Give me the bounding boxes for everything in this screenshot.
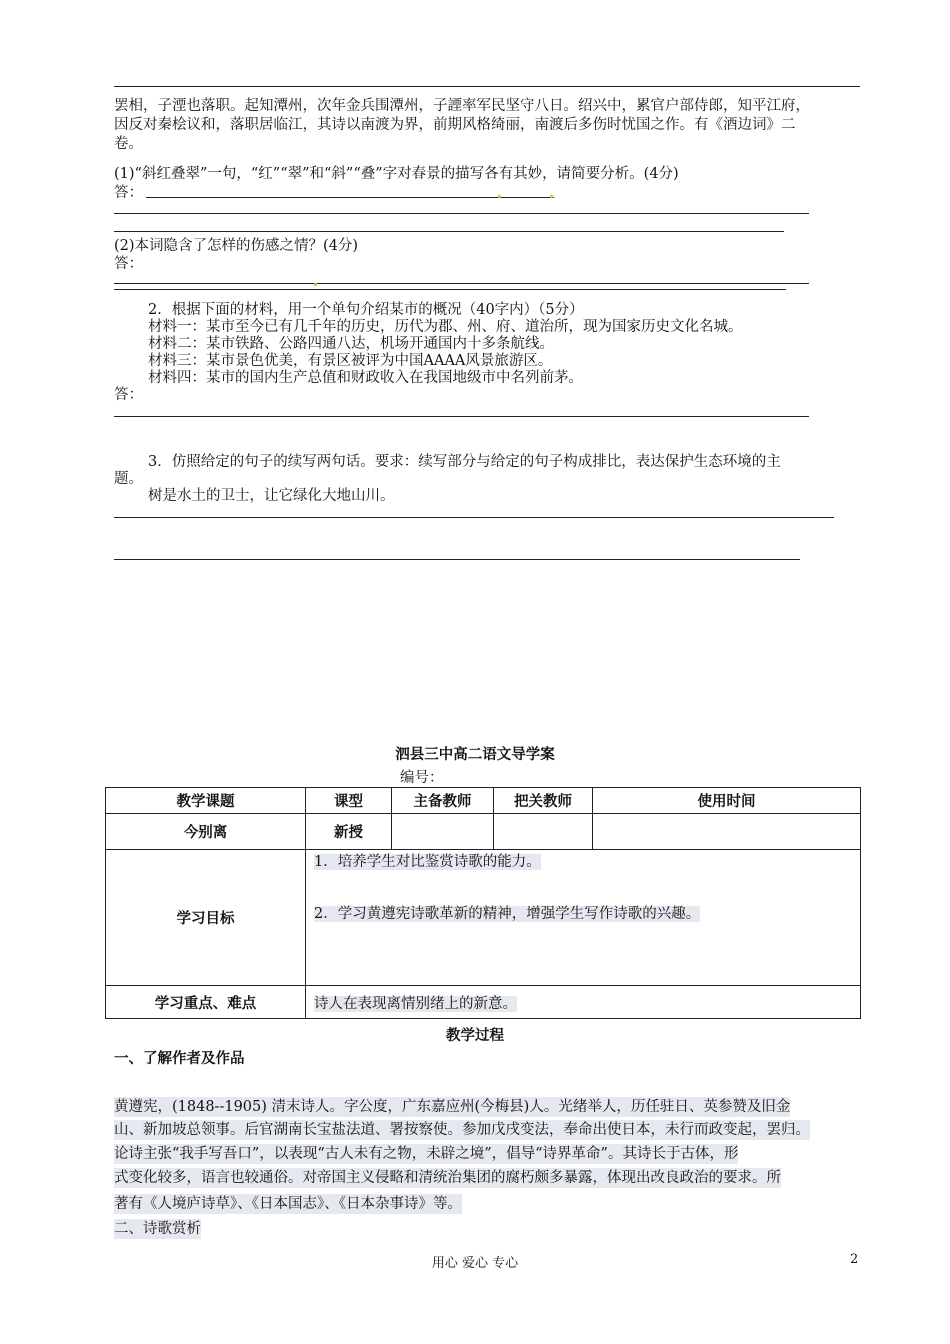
table-row <box>106 850 861 986</box>
answer-label-2: 答： <box>114 256 143 272</box>
answer-line-4a[interactable] <box>114 517 834 518</box>
question-1: (1)“斜红叠翠”一句，“红”“翠”和“斜”“叠”字对春景的描写各有其妙，请简要分析。(4分) <box>114 166 679 182</box>
goal-2: 2．学习黄遵宪诗歌革新的精神，增强学生写作诗歌的兴趣。 <box>314 906 701 922</box>
answer-line-3[interactable] <box>114 416 809 417</box>
author-line-3: 论诗主张“我手写吾口”，以表现“古人未有之物，未辟之境”，倡导“诗界革命”。其诗长于古体，形 <box>114 1146 739 1162</box>
intro-line-2: 因反对秦桧议和，落职居临江，其诗以南渡为界，前期风格绮丽，南渡后多伤时忧国之作。有《酒边词》二 <box>114 117 796 133</box>
section-1-title: 一、了解作者及作品 <box>114 1051 245 1067</box>
key-points-cell <box>306 986 861 1019</box>
author-line-1: 黄遵宪，(1848--1905) 清末诗人。字公度，广东嘉应州(今梅县)人。光绪举人，历任驻日、英参赞及旧金 <box>114 1099 791 1115</box>
answer-label-3: 答： <box>114 387 143 403</box>
marker-dot <box>498 195 501 198</box>
author-line-2: 山、新加坡总领事。后官湖南长宝盐法道、署按察使。参加戊戌变法，奉命出使日本，未行而政变起，罢归。 <box>114 1122 810 1138</box>
lesson-info-table <box>105 787 861 1019</box>
question-4-line-1: 3．仿照给定的句子的续写两句话。要求：续写部分与给定的句子构成排比，表达保护生态环境的主 <box>148 454 781 470</box>
question-3: 2．根据下面的材料，用一个单句介绍某市的概况（40字内）（5分） <box>148 302 584 318</box>
goal-1: 1．培养学生对比鉴赏诗歌的能力。 <box>314 854 541 870</box>
question-4-example: 树是水土的卫士，让它绿化大地山川。 <box>148 488 395 504</box>
table-header-row <box>106 788 861 814</box>
question-2: (2)本词隐含了怎样的伤感之情？(4分) <box>114 238 359 254</box>
author-line-4: 式变化较多，语言也较通俗。对帝国主义侵略和清统治集团的腐朽颇多暴露，体现出改良政治的要求。所 <box>114 1170 781 1186</box>
header-date: 使用时间 <box>593 788 861 814</box>
table-row <box>106 986 861 1019</box>
topic-value: 今别离 <box>106 814 306 850</box>
intro-line-1: 罢相，子湮也落职。起知潭州，次年金兵围潭州，子諲率军民坚守八日。绍兴中，累官户部侍郎，知平江府， <box>114 98 810 114</box>
author-line-5: 著有《人境庐诗草》、《日本国志》、《日本杂事诗》等。 <box>114 1196 462 1212</box>
footer-motto: 用心 爱心 专心 <box>431 1256 519 1271</box>
guide-title: 泗县三中高二语文导学案 <box>395 747 555 763</box>
date-value <box>593 814 861 850</box>
answer-label-1: 答： <box>114 185 143 201</box>
header-lead-teacher: 主备教师 <box>392 788 494 814</box>
material-2: 材料二：某市铁路、公路四通八达，机场开通国内十多条航线。 <box>148 336 554 352</box>
question-4-line-2: 题。 <box>114 471 143 487</box>
top-rule <box>114 86 860 87</box>
marker-dot <box>550 195 553 198</box>
intro-line-3: 卷。 <box>114 136 143 152</box>
goals-cell <box>306 850 861 986</box>
type-value: 新授 <box>306 814 392 850</box>
lead-teacher-value <box>392 814 494 850</box>
table-row <box>106 814 861 850</box>
key-points-label: 学习重点、难点 <box>106 986 306 1019</box>
answer-line-1a[interactable] <box>114 213 809 214</box>
answer-line-2a[interactable] <box>114 283 809 284</box>
answer-line-4b[interactable] <box>114 559 800 560</box>
page-number: 2 <box>850 1252 859 1267</box>
material-3: 材料三：某市景色优美，有景区被评为中国AAAA风景旅游区。 <box>148 353 553 369</box>
goals-label: 学习目标 <box>106 850 306 986</box>
process-title: 教学过程 <box>446 1028 504 1044</box>
header-topic: 教学课题 <box>106 788 306 814</box>
header-review-teacher: 把关教师 <box>494 788 593 814</box>
material-4: 材料四：某市的国内生产总值和财政收入在我国地级市中名列前茅。 <box>148 370 583 386</box>
section-2-title: 二、诗歌赏析 <box>114 1221 201 1237</box>
answer-underline-1[interactable] <box>146 197 554 198</box>
key-points-text: 诗人在表现离情别绪上的新意。 <box>314 995 517 1012</box>
marker-dot <box>314 283 317 286</box>
serial-label: 编号： <box>400 770 444 786</box>
review-teacher-value <box>494 814 593 850</box>
answer-line-1b[interactable] <box>114 231 784 232</box>
material-1: 材料一：某市至今已有几千年的历史，历代为郡、州、府、道治所，现为国家历史文化名城。 <box>148 319 743 335</box>
header-type: 课型 <box>306 788 392 814</box>
answer-line-2b[interactable] <box>114 289 786 290</box>
